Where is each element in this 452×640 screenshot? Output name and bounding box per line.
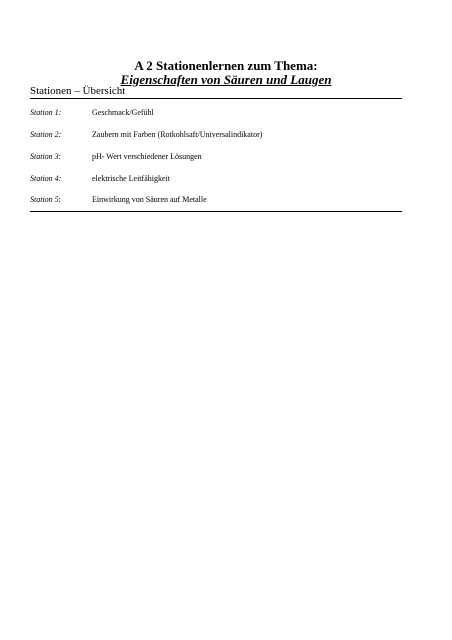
station-description: Zaubern mit Farben (Rotkohlsaft/Universalindikator): [92, 130, 263, 139]
station-label-colon: :: [58, 152, 61, 161]
overview-heading: Stationen – Übersicht: [30, 85, 126, 97]
station-row-5: [30, 193, 402, 207]
station-description: Geschmack/Gefühl: [92, 108, 154, 117]
station-row-3: [30, 150, 402, 164]
station-description: pH- Wert verschiedener Lösungen: [92, 152, 202, 161]
station-label: [30, 193, 61, 207]
station-label: Station 2:: [30, 130, 62, 139]
station-label: Station 4:: [30, 174, 62, 183]
station-row-4: [30, 172, 402, 186]
station-row-2: [30, 128, 402, 142]
bottom-divider: [30, 211, 402, 212]
station-label-colon: :: [58, 195, 61, 204]
station-description: elektrische Leitfähigkeit: [92, 174, 170, 183]
station-description: Einwirkung von Säuren auf Metalle: [92, 195, 207, 204]
page-title: A 2 Stationenlernen zum Thema:: [134, 58, 318, 73]
station-label: [30, 150, 61, 164]
station-label-text: Station 3: [30, 152, 59, 161]
top-divider: [30, 98, 402, 99]
station-label-text: Station 5: [30, 195, 59, 204]
page-topic-title: Eigenschaften von Säuren und Laugen: [120, 72, 332, 87]
station-row-1: [30, 106, 402, 120]
station-label: Station 1:: [30, 108, 62, 117]
